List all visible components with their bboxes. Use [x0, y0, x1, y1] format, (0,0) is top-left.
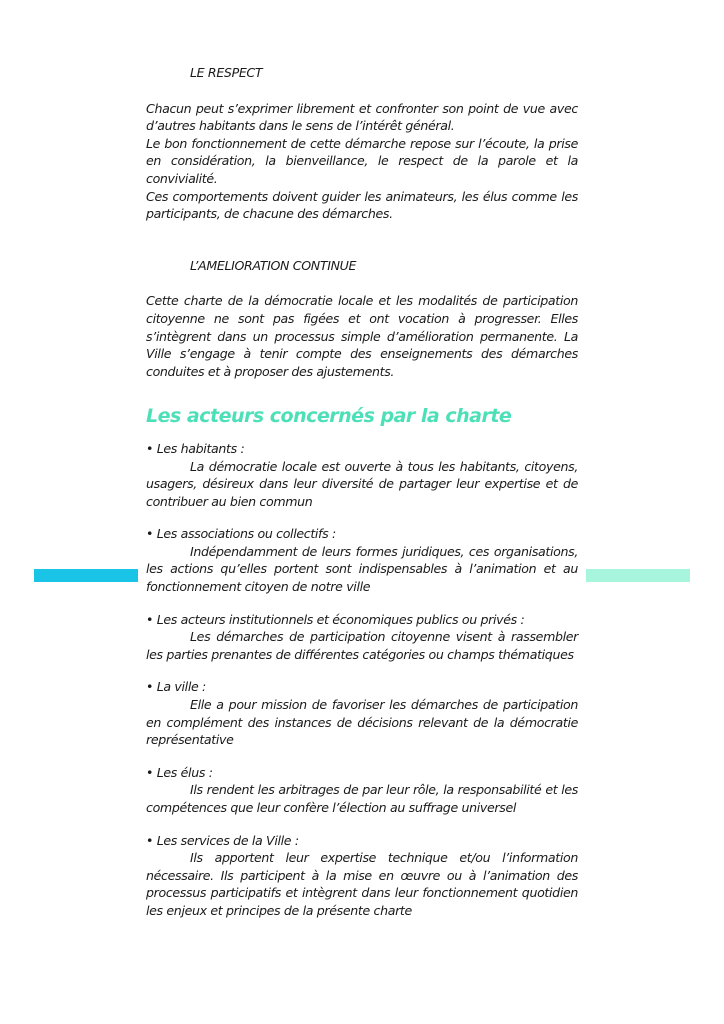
respect-heading: LE RESPECT: [190, 65, 263, 80]
actor-item-elus: [146, 764, 578, 817]
amelioration-heading: L’AMELIORATION CONTINUE: [190, 257, 357, 273]
actor-description: Ils rendent les arbitrages de par leur rôle, la responsabilité et les compétences que leur confère l’élection au suffrage universel: [146, 782, 578, 815]
actor-label: • Les associations ou collectifs :: [146, 526, 336, 542]
respect-paragraph: [146, 100, 578, 223]
actor-description: Les démarches de participation citoyenne visent à rassembler les parties prenantes de différentes catégories ou champs thématiques: [146, 629, 578, 662]
actor-item-services: [146, 832, 578, 920]
respect-line-3: Ces comportements doivent guider les animateurs, les élus comme les participants, de chacune des démarches.: [146, 188, 578, 222]
section-amelioration: [146, 257, 578, 381]
actor-description: Indépendamment de leurs formes juridiques, ces organisations, les actions qu’elles portent sont indispensables à l’animation et au fonctionnement citoyen de notre ville: [146, 543, 578, 595]
actor-label: • La ville :: [146, 679, 206, 695]
amelioration-paragraph: Cette charte de la démocratie locale et les modalités de participation citoyenne ne sont pas figées et ont vocation à progresser. Elles s’intègrent dans un processus simple d’amélioration permanente. La Ville s’engage à tenir compte des enseignements des démarches conduites et à proposer des ajustements.: [146, 293, 578, 379]
actor-label: • Les habitants :: [146, 440, 245, 456]
section-respect: [146, 64, 578, 223]
decorative-bar-right: [586, 569, 690, 582]
actor-description: Elle a pour mission de favoriser les démarches de participation en complément des instances de décisions relevant de la démocratie représentative: [146, 697, 578, 748]
decorative-bar-left: [34, 569, 138, 582]
respect-line-2: Le bon fonctionnement de cette démarche repose sur l’écoute, la prise en considération, la bienveillance, le respect de la parole et la convivialité.: [146, 135, 578, 186]
actor-item-institutionnels: [146, 611, 578, 664]
document-page: [146, 64, 578, 935]
actors-section-title: Les acteurs concernés par la charte: [146, 405, 512, 428]
actor-label: • Les acteurs institutionnels et économiques publics ou privés :: [146, 611, 525, 627]
actor-item-associations: [146, 525, 578, 595]
actor-description: La démocratie locale est ouverte à tous les habitants, citoyens, usagers, désireux dans leur diversité de partager leur expertise et de contribuer au bien commun: [146, 458, 578, 509]
actor-label: • Les élus :: [146, 764, 213, 780]
respect-line-1: Chacun peut s’exprimer librement et confronter son point de vue avec d’autres habitants dans le sens de l’intérêt général.: [146, 100, 578, 134]
actor-label: • Les services de la Ville :: [146, 832, 299, 848]
actor-description: Ils apportent leur expertise technique et/ou l’information nécessaire. Ils participent à la mise en œuvre ou à l’animation des processus participatifs et intègrent dans leur fonctionnement quotidien les enjeux et principes de la présente charte: [146, 850, 578, 918]
actor-item-habitants: [146, 440, 578, 510]
actors-list: [146, 440, 578, 920]
actor-item-ville: [146, 678, 578, 748]
